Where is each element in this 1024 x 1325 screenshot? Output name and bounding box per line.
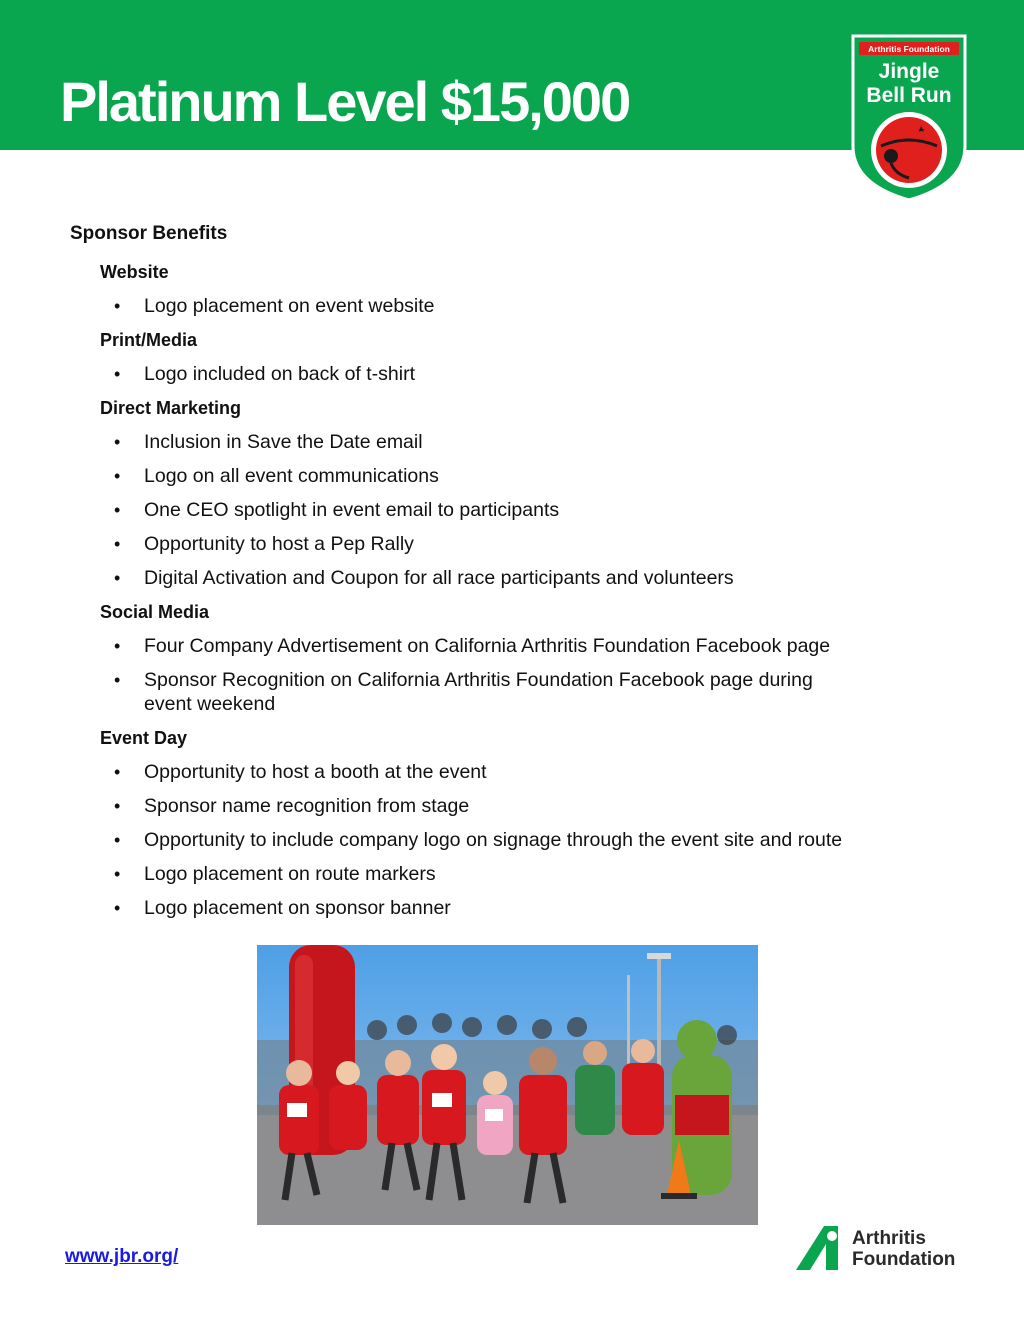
print-media-list [70, 357, 970, 391]
list-item: • Opportunity to include company logo on signage through the event site and route [70, 823, 970, 857]
list-item: • Four Company Advertisement on California Arthritis Foundation Facebook page [70, 629, 970, 663]
social-media-list [70, 629, 970, 721]
category-event-day: Event Day [100, 728, 188, 748]
jingle-bell-run-badge [851, 34, 967, 202]
logo-line2: Foundation [852, 1249, 956, 1270]
sponsor-benefits [70, 221, 970, 925]
website-list [70, 289, 970, 323]
list-item: • One CEO spotlight in event email to participants [70, 493, 970, 527]
logo-wordmark [852, 1228, 955, 1270]
page-title: Platinum Level $15,000 [60, 70, 630, 133]
list-item: • Logo on all event communications [70, 459, 970, 493]
category-website: Website [100, 262, 169, 282]
list-item: • Logo placement on route markers [70, 857, 970, 891]
logo-line1: Arthritis [852, 1228, 926, 1249]
category-direct-marketing: Direct Marketing [100, 398, 242, 418]
list-item: • Logo placement on event website [70, 289, 970, 323]
list-item: • Inclusion in Save the Date email [70, 425, 970, 459]
category-social-media: Social Media [100, 602, 210, 622]
list-item: • Logo included on back of t-shirt [70, 357, 970, 391]
badge-line1-text: Jingle [878, 60, 940, 83]
list-item: • Logo placement on sponsor banner [70, 891, 970, 925]
list-item: • Digital Activation and Coupon for all race participants and volunteers [70, 561, 970, 595]
category-print-media: Print/Media [100, 330, 198, 350]
sponsor-benefits-heading: Sponsor Benefits [70, 223, 228, 244]
race-photo [257, 945, 758, 1225]
event-day-list [70, 755, 970, 925]
list-item: • Sponsor name recognition from stage [70, 789, 970, 823]
badge-line2-text: Bell Run [866, 84, 952, 107]
list-item: • Opportunity to host a booth at the event [70, 755, 970, 789]
bell-icon [876, 117, 942, 183]
list-item: • Sponsor Recognition on California Arthritis Foundation Facebook page during event weekend [70, 663, 970, 721]
list-item: • Opportunity to host a Pep Rally [70, 527, 970, 561]
direct-marketing-list [70, 425, 970, 595]
website-link[interactable]: www.jbr.org/ [65, 1246, 179, 1267]
badge-org-text: Arthritis Foundation [868, 44, 950, 54]
